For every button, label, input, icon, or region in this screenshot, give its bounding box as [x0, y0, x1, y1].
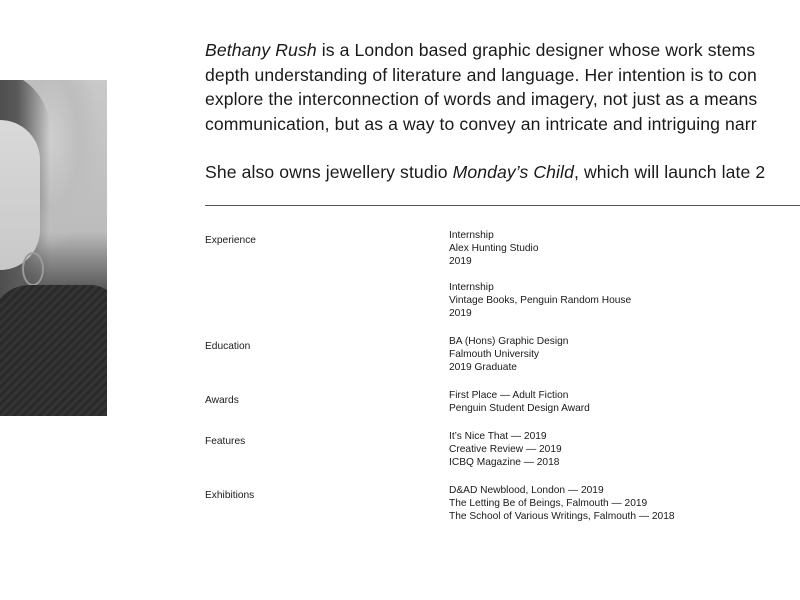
- list-item: It’s Nice That — 2019: [449, 431, 547, 442]
- portrait-face: [0, 120, 40, 270]
- designer-name: Bethany Rush: [205, 40, 317, 60]
- bio-text: [205, 38, 800, 185]
- bio-line-1: Bethany Rush is a London based graphic designer whose work stems: [205, 40, 756, 60]
- section-entries: [449, 229, 631, 333]
- list-item: Internship Vintage Books, Penguin Random House 2019: [449, 282, 632, 319]
- bio-paragraph-1: [205, 38, 800, 136]
- list-item: Creative Review — 2019: [449, 444, 562, 455]
- section-entries: [449, 335, 568, 387]
- list-item: The School of Various Writings, Falmouth — 2018: [449, 511, 675, 522]
- list-item: Penguin Student Design Award: [449, 403, 590, 414]
- divider: [205, 205, 800, 206]
- list-item: Internship Alex Hunting Studio 2019: [449, 230, 539, 267]
- section-label: Features: [205, 436, 246, 447]
- portrait-earring: [22, 252, 44, 286]
- bio-line-3: explore the interconnection of words and imagery, not just as a means: [205, 89, 758, 109]
- section-label: Awards: [205, 395, 239, 406]
- bio-line-2: depth understanding of literature and language. Her intention is to con: [205, 64, 757, 85]
- portrait-sweater: [0, 285, 107, 416]
- section-label: Exhibitions: [205, 490, 255, 501]
- bio-line-4: communication, but as a way to convey an intricate and intriguing narr: [205, 113, 757, 134]
- portrait-photo: [0, 80, 107, 416]
- list-item: First Place — Adult Fiction: [449, 390, 569, 401]
- list-item: D&AD Newblood, London — 2019: [449, 485, 604, 496]
- list-item: ICBQ Magazine — 2018: [449, 457, 560, 468]
- section-label: Education: [205, 341, 251, 352]
- section-label: Experience: [205, 235, 256, 246]
- section-entries: [449, 389, 590, 415]
- list-item: BA (Hons) Graphic Design Falmouth University 2019 Graduate: [449, 336, 569, 373]
- bio-paragraph-2: She also owns jewellery studio Monday’s Child, which will launch late 2: [205, 162, 766, 182]
- section-entries: [449, 430, 562, 469]
- studio-name: Monday’s Child: [452, 162, 574, 182]
- list-item: The Letting Be of Beings, Falmouth — 2019: [449, 498, 648, 509]
- section-entries: [449, 484, 675, 523]
